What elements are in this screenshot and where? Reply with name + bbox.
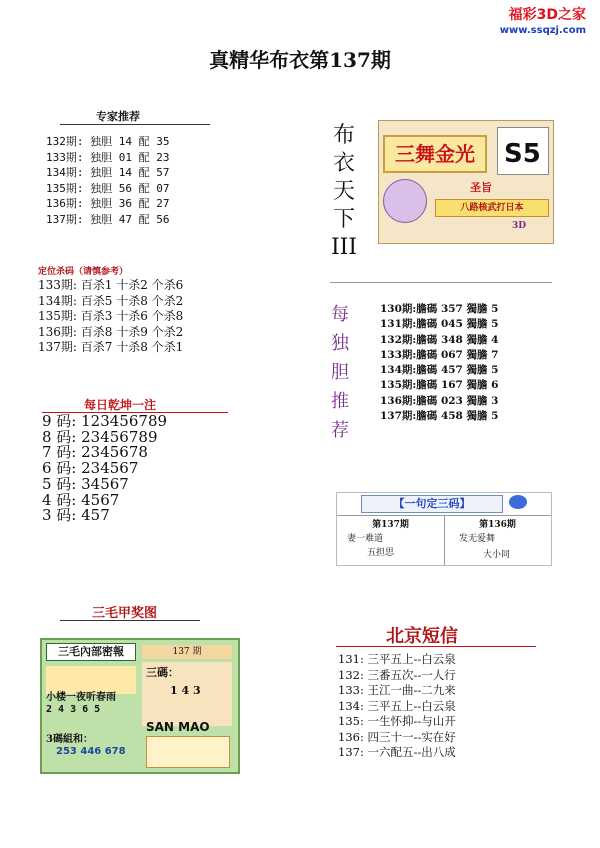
expert-row: 135期: 独胆 56 配 07 — [46, 181, 170, 195]
sanmao-code-label: 三碼： — [146, 666, 179, 679]
dingwei-row: 134期: 百杀5 十杀8 个杀2 — [38, 293, 184, 308]
expert-title: 专家推荐 — [96, 110, 140, 123]
dan-row: 133期:膽碼 067 獨膽 7 — [380, 348, 499, 361]
dan-row: 137期:膽碼 458 獨膽 5 — [380, 410, 499, 423]
banner-image — [378, 120, 554, 244]
beijing-title: 北京短信 — [386, 626, 458, 647]
banner-badge: 3D — [511, 221, 527, 231]
yiju-panel — [336, 492, 552, 566]
sanmao-rule — [60, 620, 200, 621]
site-url[interactable]: www.ssqzj.com — [499, 25, 586, 36]
beijing-row: 131: 三平五上--白云泉 — [338, 652, 456, 666]
buyi-char: 布 — [332, 123, 355, 148]
dingwei-row: 137期: 百杀7 十杀8 个杀1 — [38, 340, 184, 354]
sanmao-issue: 137 期 — [142, 645, 232, 659]
qiankun-row: 4 码: 4567 — [42, 490, 120, 509]
dan-vert-char: 荐 — [331, 420, 349, 441]
qiankun-list — [42, 414, 167, 524]
buyi-vertical — [330, 122, 358, 262]
dan-row: 135期:膽碼 167 獨膽 6 — [380, 379, 499, 392]
sanmao-code-value: 1 4 3 — [170, 684, 201, 697]
yiju-col1-line: 妻一难道 — [347, 534, 384, 544]
s5-logo-icon — [498, 128, 548, 174]
banner-top-text: 三舞金光 — [383, 135, 487, 173]
qiankun-title: 每日乾坤一注 — [84, 398, 157, 412]
sanmao-brand: SAN MAO — [146, 720, 210, 734]
qiankun-row: 5 码: 34567 — [42, 474, 129, 493]
svg-text:S5: S5 — [504, 139, 541, 169]
sanmao-sum-value: 253 446 678 — [56, 746, 126, 757]
dan-vert-char: 独 — [331, 333, 349, 354]
beijing-row: 136: 四三十一--实在好 — [338, 729, 456, 744]
qiankun-row: 8 码: 23456789 — [42, 427, 158, 446]
dan-list — [380, 302, 498, 424]
site-name[interactable]: 福彩3D之家 — [508, 7, 586, 23]
sanmao-card — [40, 638, 240, 774]
sanmao-digits: 2 4 3 6 5 — [46, 704, 101, 715]
expert-row: 137期: 独胆 47 配 56 — [46, 212, 170, 226]
dan-row: 131期:膽碼 045 獨膽 5 — [380, 318, 499, 331]
globe-icon — [509, 495, 527, 509]
dan-row: 134期:膽碼 457 獨膽 5 — [380, 364, 499, 377]
dan-vert-char: 每 — [331, 304, 349, 325]
expert-list — [46, 134, 169, 227]
banner-sub-text: 八路核武打日本 — [435, 199, 549, 217]
beijing-row: 134: 三平五上--白云泉 — [338, 698, 456, 713]
dan-row: 132期:膽碼 348 獨膽 4 — [380, 333, 499, 346]
yiju-col1-line: 五担思 — [367, 548, 395, 558]
sanmao-title: 三毛甲奖图 — [92, 606, 158, 621]
beijing-row: 135: 一生怀抑--与山开 — [338, 714, 456, 728]
site-logo[interactable] — [500, 4, 586, 36]
yiju-col2-line: 大小同 — [483, 550, 511, 560]
yiju-col1-header: 第137期 — [372, 520, 409, 530]
sanmao-card-title: 三毛內部密報 — [46, 643, 136, 661]
beijing-rule — [336, 646, 536, 647]
sanmao-stamp — [146, 736, 230, 768]
dan-row: 130期:膽碼 357 獨膽 5 — [380, 303, 499, 315]
dingwei-row: 135期: 百杀3 十杀6 个杀8 — [38, 309, 184, 323]
sanmao-slogan: 小楼一夜听春雨 — [46, 692, 116, 703]
dragon-emblem-icon — [383, 179, 427, 223]
beijing-row: 137: 一六配五--出八成 — [338, 745, 456, 759]
buyi-char: 衣 — [332, 151, 355, 176]
dingwei-row: 133期: 百杀1 十杀2 个杀6 — [38, 278, 184, 292]
dingwei-row: 136期: 百杀8 十杀9 个杀2 — [38, 324, 184, 339]
qiankun-row: 9 码: 123456789 — [42, 412, 168, 430]
expert-row: 132期: 独胆 14 配 35 — [46, 135, 170, 148]
dan-vert-char: 推 — [331, 391, 349, 412]
yiju-title: 【一句定三码】 — [361, 495, 503, 513]
beijing-row: 132: 三番五次--一人行 — [338, 667, 456, 682]
dan-vert-char: 胆 — [331, 362, 349, 383]
yiju-col2-line: 发无爱舞 — [459, 534, 496, 544]
dan-vertical — [328, 300, 352, 441]
dingwei-title: 定位杀码（请慎参考） — [38, 267, 129, 277]
sanmao-sum-label: 3碼組和： — [46, 734, 93, 745]
dan-top-rule — [330, 282, 552, 283]
expert-row: 136期: 独胆 36 配 27 — [46, 197, 170, 210]
buyi-char: III — [330, 235, 358, 260]
expert-row: 134期: 独胆 14 配 57 — [46, 166, 170, 179]
page-title: 真精华布衣第137期 — [209, 48, 391, 72]
banner-seal-text: 圣旨 — [470, 181, 492, 194]
dan-row: 136期:膽碼 023 獨膽 3 — [380, 394, 499, 407]
banner-logo — [497, 127, 549, 175]
yiju-col2-header: 第136期 — [479, 520, 516, 530]
dingwei-list — [38, 278, 218, 356]
qiankun-row: 3 码: 457 — [42, 506, 110, 525]
buyi-char: 天 — [332, 179, 355, 204]
expert-rule — [60, 124, 210, 125]
beijing-list — [338, 652, 456, 761]
beijing-row: 133: 王江一曲--二九来 — [338, 683, 456, 697]
expert-row: 133期: 独胆 01 配 23 — [46, 150, 170, 164]
buyi-char: 下 — [332, 207, 355, 232]
qiankun-row: 6 码: 234567 — [42, 459, 139, 478]
qiankun-row: 7 码: 2345678 — [42, 443, 148, 462]
